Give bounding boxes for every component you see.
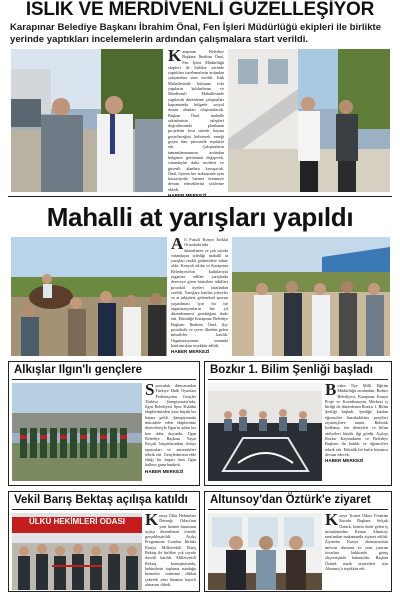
article1-photo-left bbox=[11, 49, 163, 192]
article2-byline: HABER MERKEZİ bbox=[171, 349, 210, 355]
article2-headline: Mahalli at yarışları yapıldı bbox=[46, 202, 354, 232]
article6-headline: Altunsoy'dan Öztürk'e ziyaret bbox=[210, 494, 371, 506]
article1-photo-right bbox=[228, 49, 390, 192]
article3-headline: Alkışlar Ilgın'lı gençlere bbox=[14, 364, 143, 376]
article3-photo bbox=[12, 383, 142, 481]
article5-body bbox=[145, 510, 196, 590]
article1-headline: ISLIK VE MERDİVENLİ GÜZELLEŞİYOR bbox=[25, 0, 375, 20]
article4-rule bbox=[208, 379, 388, 380]
article2-photo-right bbox=[232, 237, 390, 356]
article1-subheadline: Karapınar Belediye Başkanı İbrahim Önal, Fen İşleri Müdürlüğü ekipleri ile birlikte yerinde yaptıkları incelemelerin ardından çalışmalara start verildi. bbox=[10, 22, 382, 45]
article5-dropcap: K bbox=[145, 510, 159, 529]
article4-photo bbox=[208, 383, 322, 481]
article4-byline: HABER MERKEZİ bbox=[325, 458, 364, 464]
article3-rule bbox=[12, 379, 196, 380]
article3-body-text: porculuk dünyasından Türkiye Halk Oyunları Federasyonu Gençler Türkiye Şampiyonası'nda, Ilgın Belediyesi Spor Kulübü ekiplerimizden yine büyük bir başarı geldi. Şampiyonada mücadele eden ekiplerimiz dereceleriyle Ilgın'ın adını bir kez daha duyurdu. Ilgın Belediye Başkanı Yaşar Koçak, başarılarından dolayı sporcuları ve antrenörleri tebrik etti. Gençlerimizin elde ettiği bu başarı tüm Ilgın halkını gururlandırdı. bbox=[145, 383, 196, 468]
article2-body bbox=[171, 234, 228, 356]
article5-banner-text: ÜLKÜ HEKİMLERİ ODASI bbox=[29, 517, 125, 526]
divider-1 bbox=[8, 196, 392, 197]
article6-photo bbox=[208, 513, 322, 590]
article2-dropcap: A bbox=[171, 234, 184, 253]
article6-dropcap: K bbox=[325, 510, 339, 529]
article2-body-text: li Fuzuli Konya İstiklal Ortaokulu'nda düzenlenen ve çok sayıda vatandaşın izlediği mahalli at yarışları renkli görüntülere sahne oldu. Konyalı atlılar ve Karapınar Belediyesi'nin katkılarıyla organize edilen yarışlarda dereceye giren binicilere ödülleri protokol üyeleri tarafından verildi. Yarışlara katılan jokeyler ve at sahipleri, geleneksel sporun yaşatılması için bu tür organizasyonların her yıl düzenlenmesi gerektiğini ifade etti. Etkinliğe Karapınar Belediye Başkanı İbrahim Önal, ilçe protokolü ve çevre illerden gelen misafirler katıldı. Organizasyonun sonunda katılımcılara teşekkür edildi. bbox=[171, 237, 228, 348]
article6-body-text: onya Ticaret Odası Yönetim Kurulu Başkanı Selçuk Öztürk, kentin önde gelen iş insanlarından Kenan Altunsoy tarafından makamında ziyaret edildi. Ziyarette Konya ekonomisinin mevcut durumu ve yeni yatırım fırsatları hakkında görüş alışverişinde bulunuldu. Başkan Öztürk nazik ziyaretleri için Altunsoy'a teşekkür etti. bbox=[325, 513, 388, 571]
article5-headline: Vekil Barış Bektaş açılışa katıldı bbox=[14, 494, 188, 506]
article3-byline: HABER MERKEZİ bbox=[145, 468, 184, 474]
article4-body-text: ozkır İlçe Milli Eğitim Müdürlüğü tarafından, Bozkır Belediyesi, Karapınar Konya Proje ve Koordinasyon Merkezi iş birliği ile düzenlenen Bozkır 1. Bilim Şenliği başladı. Şenliğe katılan öğrenciler hazırladıkları projeleri ziyaretçilere tanıttı. Robotik kodlama, fen deneyleri ve bilim atölyeleri büyük ilgi gördü. Açılışa Bozkır Kaymakamı ve Belediye Başkanı da katıldı ve öğrencileri tebrik etti. Etkinlik bir hafta boyunca devam edecek. bbox=[325, 383, 388, 457]
article3-body bbox=[145, 380, 196, 482]
article4-dropcap: B bbox=[325, 380, 337, 399]
article3-dropcap: S bbox=[145, 380, 155, 399]
article6-body bbox=[325, 510, 388, 590]
article1-body bbox=[168, 46, 224, 192]
article4-body bbox=[325, 380, 388, 482]
article6-rule bbox=[208, 509, 388, 510]
article4-headline: Bozkır 1. Bilim Şenliği başladı bbox=[210, 364, 373, 376]
article1-body-text: arapınar Belediye Başkanı İbrahim Önal, Fen İşleri Müdürlüğü ekipleri ile birlikte yerinde yaptıkları incelemelerin ardından çalışmalara start verildi. Islık Mahallesinde bulunan eski yapıların kaldırılması ve Merdivenli Mahallesinde yapılacak düzenleme çalışmaları kapsamında bölgede sosyal donatı alanları oluşturulacak. Başkan Önal, mahalle sakinlerinin talepleri doğrultusunda planlanan projelerin kısa sürede hayata geçirileceğini belirterek emeği geçen tüm personele teşekkür etti. Çalışmaların tamamlanmasının ardından bölgenin görünümü değişecek, vatandaşlar daha modern ve güvenli alanlara kavuşacak. Önal, ilçenin her noktasında aynı hassasiyetle hizmet üretmeye devam edeceklerini sözlerine ekledi. bbox=[168, 49, 224, 192]
article5-rule bbox=[12, 509, 196, 510]
article1-dropcap: K bbox=[168, 46, 182, 65]
article2-photo-left bbox=[11, 237, 167, 356]
article5-body-text: onya Ülkü Hekimleri Derneği Odası'nın yeni hizmet binasının açılışı düzenlenen törenle gerçekleştirildi. Açılış Programına Cumhur İttifakı Konya Milletvekili Barış Bektaş ile birlikte çok sayıda davetli katıldı. Milletvekili Bektaş konuşmasında, hekimlerin topluma sunduğu hizmetin önemine dikkat çekerek yeni binanın hayırlı olmasını diledi. bbox=[145, 513, 196, 587]
